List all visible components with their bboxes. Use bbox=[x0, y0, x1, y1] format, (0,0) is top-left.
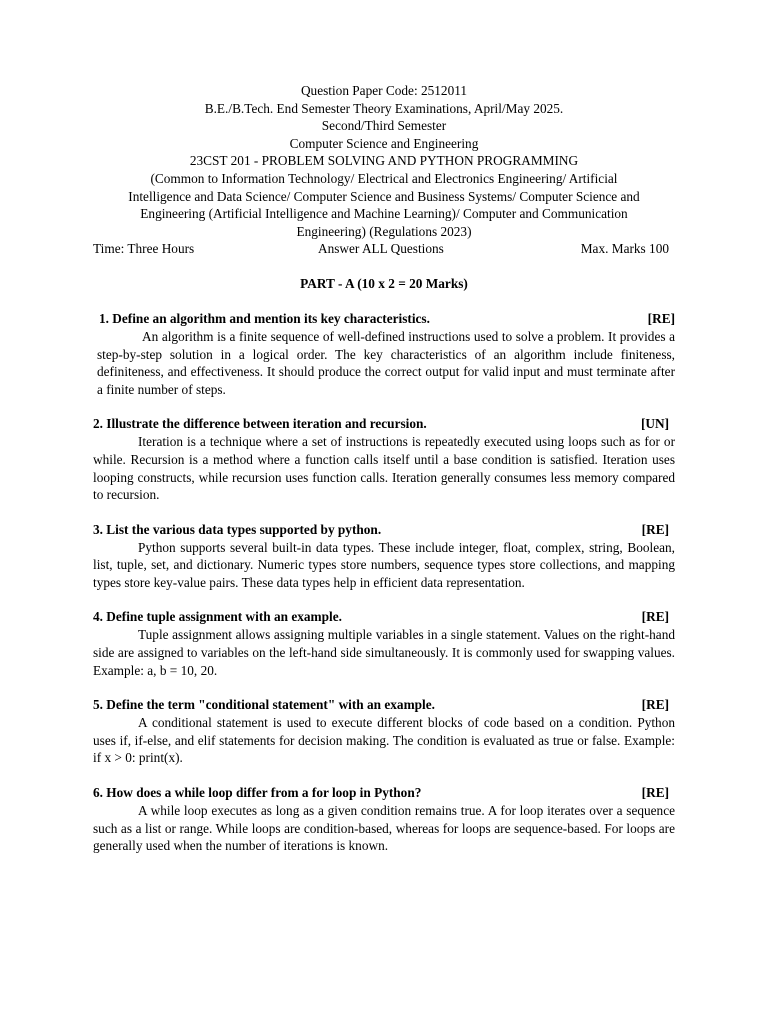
answer-text: Python supports several built-in data types. These include integer, float, complex, string, Boolean, list, tuple, set, and dictionary. Numeric types store numbers, sequence types store collections, and mapping types store key-value pairs. These data types help in efficient data representation. bbox=[93, 539, 675, 590]
part-a-title: PART - A (10 x 2 = 20 Marks) bbox=[300, 276, 468, 292]
question-text: 5. Define the term "conditional statement" with an example. bbox=[93, 697, 435, 713]
question-paper-code: Question Paper Code: 2512011 bbox=[300, 83, 468, 98]
answer-text: An algorithm is a finite sequence of well-defined instructions used to solve a problem. It provides a step-by-step solution in a logical order. The key characteristics of an algorithm include finiteness, definiteness, and effectiveness. It should produce the correct output for valid input and must terminate after a finite number of steps. bbox=[97, 328, 675, 397]
question-item bbox=[93, 696, 675, 767]
question-heading bbox=[93, 696, 675, 714]
question-text: 4. Define tuple assignment with an example. bbox=[93, 609, 342, 625]
department: Computer Science and Engineering bbox=[289, 135, 479, 151]
question-item bbox=[93, 310, 675, 398]
exam-page bbox=[93, 82, 675, 855]
question-level-tag: [RE] bbox=[641, 785, 669, 801]
answer-text: Iteration is a technique where a set of instructions is repeatedly executed using loops such as for or while. Recursion is a method where a function calls itself until a base condition is satisfied. Iteration uses looping constructs, while recursion uses function calls. Iteration generally consumes less memory compared to recursion. bbox=[93, 434, 675, 503]
question-heading bbox=[93, 415, 675, 433]
question-item bbox=[93, 784, 675, 855]
question-text: 1. Define an algorithm and mention its key characteristics. bbox=[99, 310, 430, 326]
exam-meta-row bbox=[93, 240, 675, 258]
question-heading bbox=[93, 310, 675, 328]
answer-text: Tuple assignment allows assigning multiple variables in a single statement. Values on the right-hand side are assigned to variables on the left-hand side simultaneously. It is commonly used for swapping values. Example: a, b = 10, 20. bbox=[93, 627, 675, 678]
question-item bbox=[93, 608, 675, 679]
question-text: 3. List the various data types supported by python. bbox=[93, 521, 382, 537]
course-title: 23CST 201 - PROBLEM SOLVING AND PYTHON PROGRAMMING bbox=[189, 153, 579, 169]
question-heading bbox=[93, 784, 675, 802]
common-to-line-4: Engineering) (Regulations 2023) bbox=[296, 223, 472, 239]
exam-instruction: Answer ALL Questions bbox=[318, 241, 444, 257]
question-heading bbox=[93, 608, 675, 626]
exam-duration: Time: Three Hours bbox=[93, 241, 195, 257]
question-level-tag: [RE] bbox=[641, 697, 669, 713]
exam-title: B.E./B.Tech. End Semester Theory Examinations, April/May 2025. bbox=[204, 100, 564, 116]
answer-text: A conditional statement is used to execute different blocks of code based on a condition. Python uses if, if-else, and elif statements for decision making. The condition is evaluated as true or false. Example: if x > 0: print(x). bbox=[93, 715, 675, 766]
question-level-tag: [RE] bbox=[641, 609, 669, 625]
question-text: 2. Illustrate the difference between iteration and recursion. bbox=[93, 416, 427, 432]
common-to-line-1: (Common to Information Technology/ Electrical and Electronics Engineering/ Artificial bbox=[150, 170, 618, 186]
question-heading bbox=[93, 521, 675, 539]
question-text: 6. How does a while loop differ from a for loop in Python? bbox=[93, 785, 422, 801]
question-level-tag: [UN] bbox=[640, 416, 669, 432]
common-to-line-2: Intelligence and Data Science/ Computer Science and Business Systems/ Computer Science and bbox=[128, 188, 640, 204]
max-marks: Max. Marks 100 bbox=[580, 241, 669, 257]
question-level-tag: [RE] bbox=[641, 521, 669, 537]
question-level-tag: [RE] bbox=[647, 310, 675, 326]
answer-text: A while loop executes as long as a given condition remains true. A for loop iterates over a sequence such as a list or range. While loops are condition-based, whereas for loops are sequence-based. For loops are generally used when the number of iterations is known. bbox=[93, 803, 675, 854]
question-item bbox=[93, 415, 675, 503]
semester: Second/Third Semester bbox=[321, 118, 447, 134]
common-to-line-3: Engineering (Artificial Intelligence and Machine Learning)/ Computer and Communication bbox=[140, 206, 628, 222]
paper-header bbox=[93, 82, 675, 258]
question-item bbox=[93, 521, 675, 592]
